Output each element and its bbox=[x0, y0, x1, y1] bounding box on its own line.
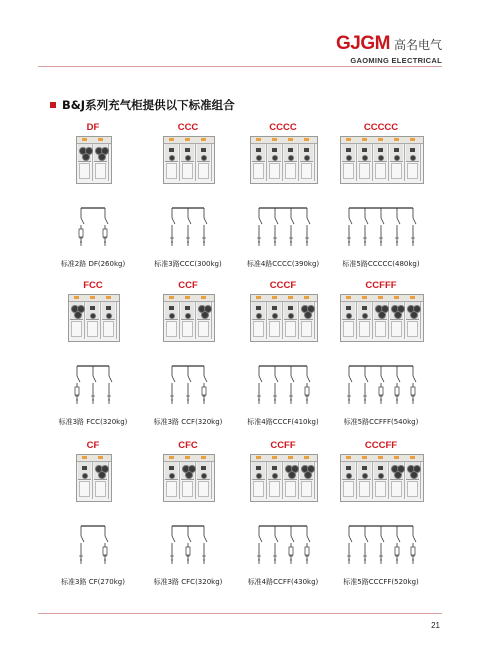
logo-mark: GJGM bbox=[336, 33, 390, 54]
combination-label: 标准4路CCFF(430kg) bbox=[247, 578, 319, 586]
single-line-diagram bbox=[251, 202, 315, 254]
company-english-name: GAOMING ELECTRICAL bbox=[350, 56, 442, 65]
page-number: 21 bbox=[431, 621, 440, 630]
switchgear-cabinet-image bbox=[68, 294, 120, 342]
logo-chinese-name: 高名电气 bbox=[393, 37, 442, 52]
company-logo bbox=[336, 33, 442, 55]
single-line-diagram bbox=[164, 360, 212, 412]
single-line-diagram bbox=[73, 202, 113, 254]
combination-df bbox=[42, 122, 144, 272]
single-line-diagram bbox=[73, 520, 113, 572]
combination-ccf bbox=[137, 280, 239, 430]
combination-label: 标准4路CCCC(390kg) bbox=[246, 260, 320, 268]
switchgear-cabinet-image bbox=[250, 454, 318, 502]
combination-label: 标准3路 CF(270kg) bbox=[61, 578, 125, 586]
single-line-diagram bbox=[341, 360, 421, 412]
combination-code: CCCCC bbox=[363, 122, 399, 133]
combination-ccccc bbox=[330, 122, 432, 272]
switchgear-cabinet-image bbox=[340, 454, 424, 502]
single-line-diagram bbox=[251, 360, 315, 412]
combination-code: CCF bbox=[178, 280, 198, 291]
switchgear-cabinet-image bbox=[250, 136, 318, 184]
combination-cfc bbox=[137, 440, 239, 590]
combination-cccc bbox=[232, 122, 334, 272]
combination-label: 标准5路CCCCC(480kg) bbox=[342, 260, 420, 268]
switchgear-cabinet-image bbox=[76, 454, 112, 502]
combination-label: 标准3路CCC(300kg) bbox=[154, 260, 222, 268]
single-line-diagram bbox=[341, 520, 421, 572]
combination-code: CCCF bbox=[269, 280, 297, 291]
combination-code: CCCC bbox=[269, 122, 297, 133]
combination-label: 标准3路 FCC(320kg) bbox=[58, 418, 128, 426]
combination-ccfff bbox=[330, 280, 432, 430]
combination-label: 标准4路CCCF(410kg) bbox=[247, 418, 319, 426]
combination-code: DF bbox=[86, 122, 100, 133]
combination-code: CFC bbox=[178, 440, 198, 451]
combination-label: 标准3路 CFC(320kg) bbox=[153, 578, 223, 586]
switchgear-cabinet-image bbox=[250, 294, 318, 342]
combination-code: CCC bbox=[177, 122, 199, 133]
switchgear-cabinet-image bbox=[76, 136, 112, 184]
single-line-diagram bbox=[251, 520, 315, 572]
switchgear-cabinet-image bbox=[163, 294, 215, 342]
switchgear-cabinet-image bbox=[163, 136, 215, 184]
section-title bbox=[50, 97, 235, 113]
header-divider bbox=[38, 66, 442, 67]
square-bullet-icon bbox=[50, 102, 56, 108]
combination-label: 标准3路 CCF(320kg) bbox=[153, 418, 223, 426]
combination-cccff bbox=[330, 440, 432, 590]
section-title-text: B&J系列充气柜提供以下标准组合 bbox=[62, 98, 235, 112]
combination-code: CF bbox=[86, 440, 100, 451]
combination-cccf bbox=[232, 280, 334, 430]
switchgear-cabinet-image bbox=[340, 294, 424, 342]
combination-code: FCC bbox=[83, 280, 103, 291]
switchgear-cabinet-image bbox=[340, 136, 424, 184]
combination-code: CCCFF bbox=[364, 440, 398, 451]
single-line-diagram bbox=[164, 202, 212, 254]
combination-cf bbox=[42, 440, 144, 590]
combination-ccc bbox=[137, 122, 239, 272]
combination-fcc bbox=[42, 280, 144, 430]
single-line-diagram bbox=[164, 520, 212, 572]
combination-label: 标准5路CCFFF(540kg) bbox=[343, 418, 419, 426]
combination-code: CCFF bbox=[270, 440, 296, 451]
footer-divider bbox=[38, 613, 442, 614]
single-line-diagram bbox=[69, 360, 117, 412]
single-line-diagram bbox=[341, 202, 421, 254]
combination-ccff bbox=[232, 440, 334, 590]
page-header bbox=[0, 0, 480, 70]
switchgear-cabinet-image bbox=[163, 454, 215, 502]
combination-label: 标准2路 DF(260kg) bbox=[60, 260, 126, 268]
combination-label: 标准5路CCCFF(520kg) bbox=[343, 578, 419, 586]
combination-code: CCFFF bbox=[365, 280, 397, 291]
